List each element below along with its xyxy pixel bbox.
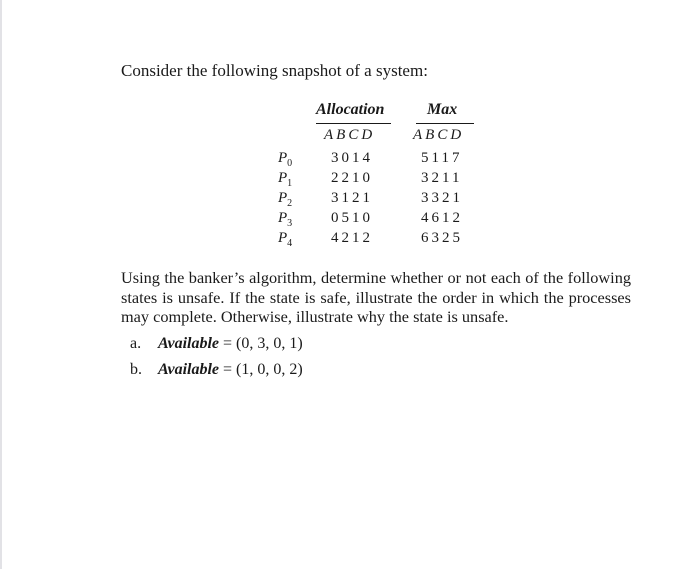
page-left-edge [0,0,2,569]
process-label [278,148,308,168]
allocation-value: 3014 [331,150,373,166]
max-header: Max [427,101,458,118]
max-value: 3321 [421,190,463,206]
process-index: 4 [287,238,293,249]
item-marker: b. [130,361,142,378]
max-value: 5117 [421,150,463,166]
process-letter: P [278,210,288,226]
process-index: 3 [287,218,293,229]
process-index: 2 [287,198,293,209]
allocation-resource-labels: ABCD [324,127,376,143]
process-label [278,208,308,228]
available-label: Available [158,335,220,352]
process-letter: P [278,150,288,166]
available-vector: = (0, 3, 0, 1) [219,335,303,352]
process-index: 1 [287,178,293,189]
max-value: 3211 [421,170,463,186]
process-letter: P [278,190,288,206]
process-column [278,148,308,248]
available-vector: = (1, 0, 0, 2) [219,361,303,378]
question-item-b [130,361,303,379]
process-index: 0 [287,158,293,169]
max-value: 6325 [421,230,463,246]
max-column [421,148,463,248]
allocation-value: 3121 [331,190,373,206]
process-label [278,168,308,188]
allocation-header: Allocation [316,101,385,118]
allocation-column [331,148,373,248]
max-resource-labels: ABCD [413,127,465,143]
process-label [278,188,308,208]
allocation-header-rule [316,123,391,124]
allocation-value: 2210 [331,170,373,186]
allocation-value: 4212 [331,230,373,246]
question-paragraph: Using the banker’s algorithm, determine whether or not each of the following states is unsafe. If the state is safe, illustrate the order in which the processes may complete. Otherwise, illustrate why the state is unsafe. [121,268,631,326]
process-letter: P [278,230,288,246]
max-value: 4612 [421,210,463,226]
max-header-rule [416,123,474,124]
question-item-a [130,335,303,353]
allocation-value: 0510 [331,210,373,226]
item-marker: a. [130,335,142,352]
intro-text: Consider the following snapshot of a system: [121,61,428,80]
available-label: Available [158,361,220,378]
process-label [278,228,308,248]
process-letter: P [278,170,288,186]
